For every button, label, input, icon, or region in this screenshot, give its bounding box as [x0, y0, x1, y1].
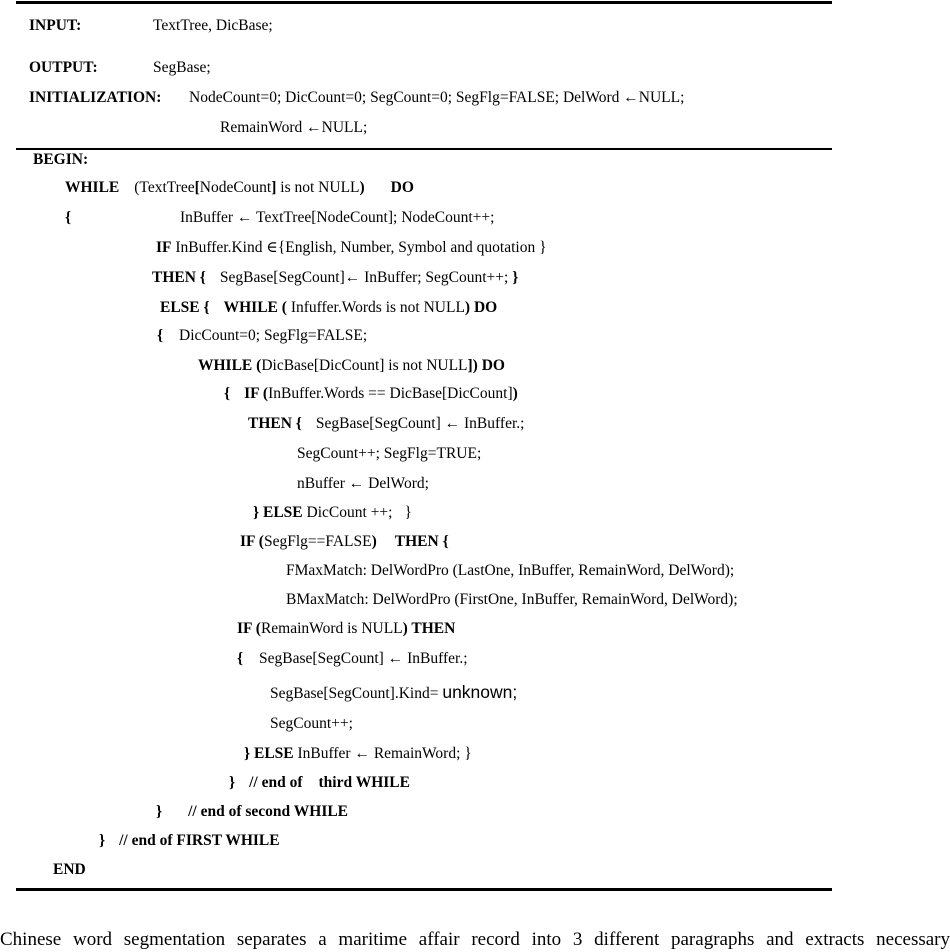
brace-close: } — [229, 774, 236, 791]
output-label: OUTPUT: — [29, 59, 98, 76]
input-value: TextTree, DicBase; — [153, 17, 273, 34]
code-paren: ) — [512, 385, 518, 402]
init-value-1: NodeCount=0; DicCount=0; SegCount=0; SegFlg=FALSE; DelWord ←NULL; — [189, 89, 685, 106]
code-text: DicBase[DicCount] is not NULL — [261, 357, 468, 374]
kw-else: } ELSE — [244, 745, 294, 762]
if-segflg-line — [240, 532, 449, 552]
inbuffer-assign-line: InBuffer ← TextTree[NodeCount]; NodeCount++; — [180, 209, 495, 226]
brace-close: } — [404, 504, 412, 521]
code-text: SegBase[SegCount].Kind= — [270, 685, 439, 702]
else-diccount-line — [253, 503, 412, 523]
kw-else: ELSE { — [160, 299, 210, 316]
kw-if: IF ( — [240, 533, 264, 550]
kw-then: THEN { — [248, 415, 302, 432]
nbuffer-assign-line: nBuffer ← DelWord; — [297, 475, 429, 492]
code-text: is not NULL — [276, 179, 360, 196]
table-mid-rule — [16, 148, 832, 150]
table-top-rule — [16, 1, 832, 4]
segcount-inc-line-2: SegCount++; — [270, 715, 353, 732]
kw-then: ) THEN — [402, 620, 456, 637]
comment: third WHILE — [318, 774, 410, 791]
brace-close: } — [99, 832, 106, 849]
init-label: INITIALIZATION: — [29, 89, 162, 106]
segbase-assign-line: SegBase[SegCount] ← InBuffer.; — [259, 650, 468, 667]
comment: // end of — [249, 774, 303, 791]
code-text: InBuffer ← RemainWord; } — [293, 745, 472, 762]
code-text: DicCount ++; — [302, 504, 393, 521]
kw-then: THEN { — [394, 533, 449, 550]
brace-open: { — [65, 209, 72, 226]
kw-if: IF ( — [237, 620, 261, 637]
code-text: InBuffer.Words == DicBase[DicCount] — [268, 385, 513, 402]
if-remainword-line — [237, 619, 455, 639]
if-words-line — [224, 384, 518, 404]
unknown-value: unknown; — [442, 682, 518, 702]
kw-while: WHILE ( — [223, 299, 287, 316]
comment: // end of second WHILE — [188, 803, 349, 820]
brace-close: } — [508, 269, 519, 286]
third-while-line — [198, 356, 505, 376]
code-text: Infuffer.Words is not NULL — [286, 299, 465, 316]
kw-do: ) DO — [464, 299, 498, 316]
if-kind-line — [156, 238, 547, 258]
brace-open: { — [157, 327, 164, 344]
kw-if: IF — [156, 239, 172, 256]
kw-else: } ELSE — [253, 504, 303, 521]
code-text: SegBase[SegCount] ← InBuffer.; — [315, 415, 525, 432]
kind-unknown-line — [270, 682, 517, 704]
kw-then: THEN { — [152, 269, 206, 286]
code-paren: ) — [371, 533, 377, 550]
else-remainword-line — [244, 744, 472, 764]
code-bracket: [ — [194, 179, 200, 196]
code-paren: ) — [359, 179, 365, 196]
end-line: END — [53, 861, 86, 878]
comment: // end of FIRST WHILE — [119, 832, 280, 849]
bmaxmatch-line: BMaxMatch: DelWordPro (FirstOne, InBuffer, RemainWord, DelWord); — [286, 591, 738, 608]
segcount-inc-line: SegCount++; SegFlg=TRUE; — [297, 445, 482, 462]
code-text: (TextTree — [134, 179, 195, 196]
output-value: SegBase; — [153, 59, 211, 76]
end-second-while-line — [156, 802, 348, 822]
brace-open: { — [224, 385, 231, 402]
kw-while: WHILE ( — [198, 357, 262, 374]
brace-open: { — [237, 650, 244, 667]
end-first-while-line — [99, 831, 280, 851]
code-text: SegBase[SegCount]← InBuffer; SegCount++; — [219, 269, 509, 286]
init-value-2: RemainWord ←NULL; — [220, 119, 368, 136]
kw-if: IF ( — [244, 385, 269, 402]
first-while-line — [65, 178, 414, 198]
fmaxmatch-line: FMaxMatch: DelWordPro (LastOne, InBuffer, RemainWord, DelWord); — [286, 562, 735, 579]
else-while-line — [160, 298, 497, 318]
diccount-reset-line: DicCount=0; SegFlg=FALSE; — [179, 327, 368, 344]
kw-do: ]) DO — [467, 357, 505, 374]
code-bracket: ] — [271, 179, 277, 196]
table-bottom-rule — [16, 888, 832, 891]
code-text: InBuffer.Kind ∈{English, Number, Symbol and quotation } — [171, 239, 547, 256]
code-text: SegFlg==FALSE — [263, 533, 372, 550]
input-label: INPUT: — [29, 17, 82, 34]
then-segbase-line — [152, 268, 518, 288]
brace-close: } — [156, 803, 163, 820]
then-match-line — [248, 414, 524, 434]
kw-do: DO — [390, 179, 414, 196]
body-paragraph: Chinese word segmentation separates a maritime affair record into 3 different paragraphs and extracts necessary — [0, 929, 950, 950]
code-text: NodeCount — [199, 179, 272, 196]
end-third-while-line — [229, 773, 410, 793]
code-text: RemainWord is NULL — [260, 620, 403, 637]
begin-line: BEGIN: — [33, 151, 89, 168]
kw-while: WHILE — [65, 179, 120, 196]
